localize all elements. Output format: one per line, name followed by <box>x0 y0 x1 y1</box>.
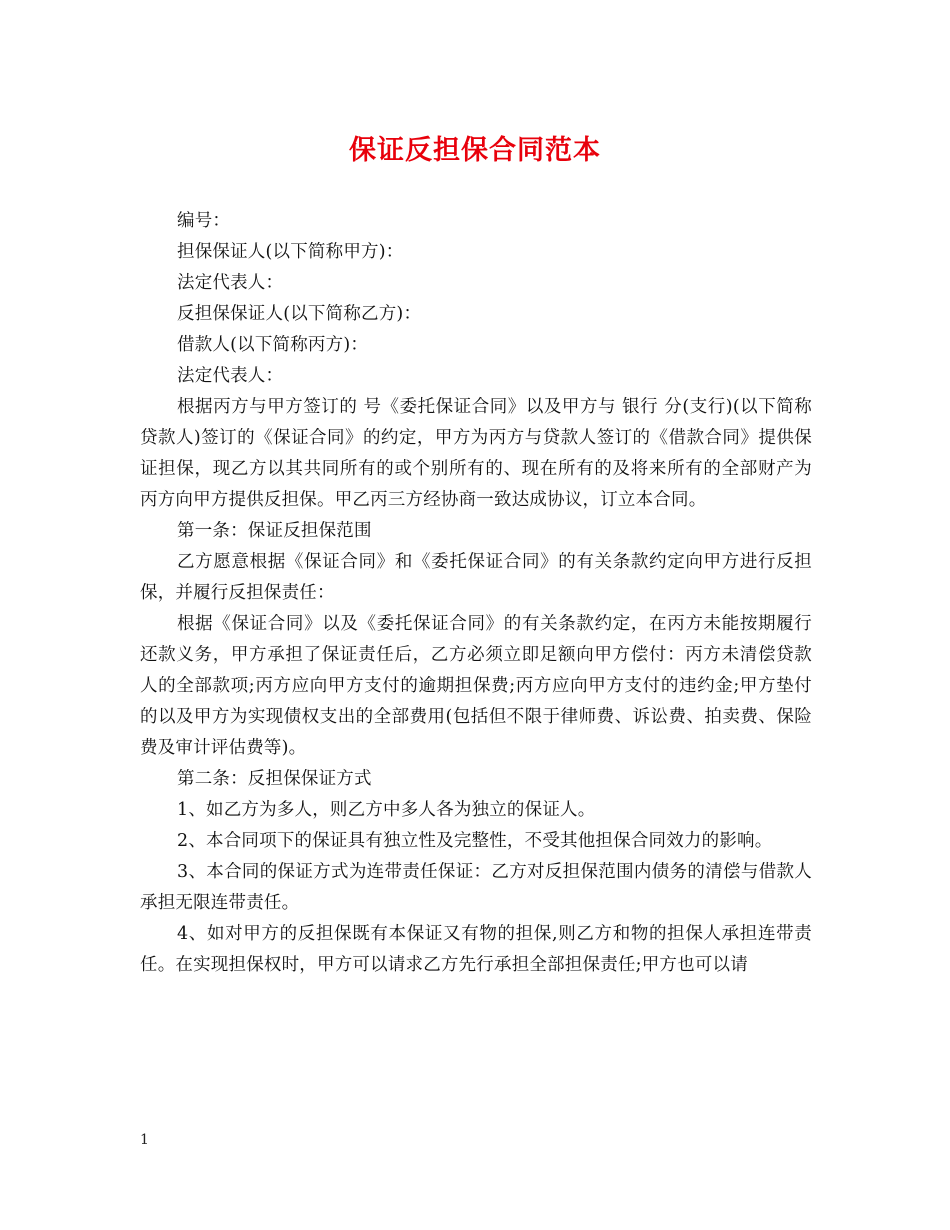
article-1-heading: 第一条：保证反担保范围 <box>177 521 372 541</box>
article-1-paragraph-2: 根据《保证合同》以及《委托保证合同》的有关条款约定，在丙方未能按期履行还款义务，甲方承担了保证责任后，乙方必须立即足额向甲方偿付：丙方未清偿贷款人的全部款项;丙方应向甲方支付的逾期担保费;丙方应向甲方支付的违约金;甲方垫付的以及甲方为实现债权支出的全部费用(包括但不限于律师费、诉讼费、拍卖费、保险费及审计评估费等)。 <box>140 614 812 758</box>
document-title: 保证反担保合同范本 <box>349 135 601 166</box>
article-2-item-1: 1、如乙方为多人，则乙方中多人各为独立的保证人。 <box>177 800 596 820</box>
document-body <box>140 206 812 981</box>
field-legal-representative-2: 法定代表人： <box>177 366 284 386</box>
field-guarantor: 担保保证人(以下简称甲方)： <box>177 242 404 262</box>
preamble-paragraph: 根据丙方与甲方签订的 号《委托保证合同》以及甲方与 银行 分(支行)(以下简称贷款人)签订的《保证合同》的约定，甲方为丙方与贷款人签订的《借款合同》提供保证担保，现乙方以其共同所有的或个别所有的、现在所有的及将来所有的全部财产为丙方向甲方提供反担保。甲乙丙三方经协商一致达成协议，订立本合同。 <box>140 397 812 510</box>
field-number: 编号： <box>177 211 231 231</box>
article-2-item-3: 3、本合同的保证方式为连带责任保证：乙方对反担保范围内债务的清偿与借款人承担无限连带责任。 <box>140 862 812 913</box>
field-borrower: 借款人(以下简称丙方)： <box>177 335 369 355</box>
article-2-item-2: 2、本合同项下的保证具有独立性及完整性，不受其他担保合同效力的影响。 <box>177 831 773 851</box>
article-1-paragraph-1: 乙方愿意根据《保证合同》和《委托保证合同》的有关条款约定向甲方进行反担保，并履行反担保责任： <box>140 552 812 603</box>
page-number: 1 <box>140 1132 149 1148</box>
article-2-heading: 第二条：反担保保证方式 <box>177 769 372 789</box>
field-legal-representative: 法定代表人： <box>177 273 284 293</box>
field-counter-guarantor: 反担保保证人(以下简称乙方)： <box>177 304 422 324</box>
article-2-item-4: 4、如对甲方的反担保既有本保证又有物的担保,则乙方和物的担保人承担连带责任。在实现担保权时，甲方可以请求乙方先行承担全部担保责任;甲方也可以请 <box>140 924 812 975</box>
